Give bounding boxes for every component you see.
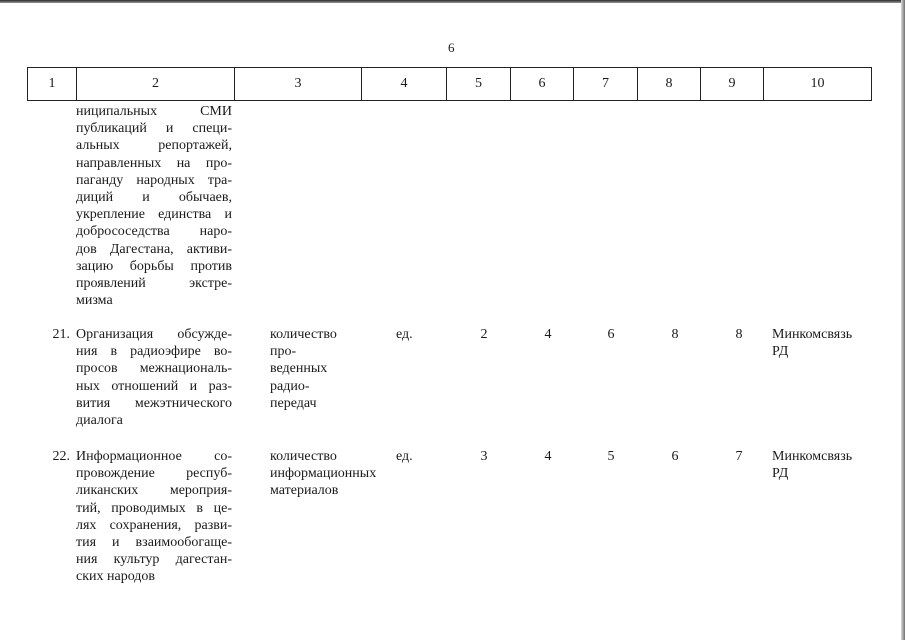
row-22-value-col6: 4 bbox=[544, 449, 552, 464]
indicator-line: информационных bbox=[270, 466, 377, 482]
measure-line: диалога bbox=[76, 413, 123, 429]
row-22-value-col5: 3 bbox=[480, 449, 488, 464]
measure-line: Организация обсужде- bbox=[76, 327, 232, 342]
header-col-6: 6 bbox=[510, 68, 573, 100]
measure-line: ния культур дагестан- bbox=[76, 552, 232, 568]
row-21-responsible bbox=[772, 326, 872, 360]
continuation-line: зацию борьбы против bbox=[76, 258, 232, 274]
continuation-line: укрепление единства и bbox=[76, 207, 232, 223]
row-21-number: 21. bbox=[52, 327, 70, 342]
responsible-line: Минкомсвязь bbox=[772, 327, 853, 342]
measure-line: ния в радиоэфире во- bbox=[76, 344, 232, 360]
scan-edge-top bbox=[0, 0, 905, 3]
measure-line: тий, проводимых в це- bbox=[76, 500, 232, 516]
row-21-value-col9: 8 bbox=[735, 327, 743, 342]
continuation-line: альных репортажей, bbox=[76, 138, 232, 154]
continuation-line: проявлений экстре- bbox=[76, 276, 232, 292]
indicator-line: передач bbox=[270, 395, 317, 411]
continuation-line: ниципальных СМИ bbox=[76, 104, 232, 119]
continuation-line: диций и обычаев, bbox=[76, 190, 232, 206]
continuation-measure-text bbox=[76, 103, 232, 309]
continuation-line: публикаций и специ- bbox=[76, 121, 232, 137]
page-number: 6 bbox=[448, 40, 455, 55]
table-header-row bbox=[27, 67, 872, 101]
header-col-8: 8 bbox=[637, 68, 700, 100]
measure-line: провождение респуб- bbox=[76, 466, 232, 482]
header-col-9: 9 bbox=[700, 68, 763, 100]
row-21-value-col7: 6 bbox=[607, 327, 615, 342]
row-22-value-col9: 7 bbox=[735, 449, 743, 464]
row-22-value-col7: 5 bbox=[607, 449, 615, 464]
measure-line: вития межэтнического bbox=[76, 395, 232, 411]
row-21-indicator bbox=[270, 326, 362, 412]
row-21-value-col8: 8 bbox=[671, 327, 679, 342]
row-22-unit: ед. bbox=[396, 449, 413, 464]
measure-line: тия и взаимообогаще- bbox=[76, 535, 232, 551]
indicator-line: количество про- bbox=[270, 327, 337, 360]
continuation-line: дов Дагестана, активи- bbox=[76, 241, 232, 257]
responsible-line: РД bbox=[772, 344, 789, 360]
row-21-measure bbox=[76, 326, 232, 429]
row-22-indicator bbox=[270, 448, 377, 500]
row-22-measure bbox=[76, 448, 232, 586]
header-col-2: 2 bbox=[76, 68, 234, 100]
indicator-line: веденных радио- bbox=[270, 361, 328, 394]
continuation-line: паганду народных тра- bbox=[76, 172, 232, 188]
indicator-line: количество bbox=[270, 449, 337, 464]
row-22-number: 22. bbox=[52, 449, 70, 464]
continuation-line: направленных на про- bbox=[76, 155, 232, 171]
continuation-line: добрососедства наро- bbox=[76, 224, 232, 240]
header-col-10: 10 bbox=[763, 68, 872, 100]
row-21-value-col5: 2 bbox=[480, 327, 488, 342]
row-22-value-col8: 6 bbox=[671, 449, 679, 464]
row-21-unit: ед. bbox=[396, 327, 413, 342]
continuation-line: мизма bbox=[76, 293, 113, 309]
header-col-3: 3 bbox=[234, 68, 361, 100]
header-col-4: 4 bbox=[361, 68, 446, 100]
measure-line: лях сохранения, разви- bbox=[76, 517, 232, 533]
header-col-5: 5 bbox=[446, 68, 510, 100]
indicator-line: материалов bbox=[270, 483, 339, 499]
measure-line: ных отношений и раз- bbox=[76, 378, 232, 394]
row-21-value-col6: 4 bbox=[544, 327, 552, 342]
measure-line: Информационное со- bbox=[76, 449, 232, 464]
measure-line: просов межнациональ- bbox=[76, 361, 232, 377]
header-col-7: 7 bbox=[573, 68, 637, 100]
responsible-line: Минкомсвязь bbox=[772, 449, 853, 464]
scan-edge-right bbox=[901, 0, 905, 640]
measure-line: ских народов bbox=[76, 569, 156, 585]
responsible-line: РД bbox=[772, 466, 789, 482]
measure-line: ликанских мероприя- bbox=[76, 483, 232, 499]
row-22-responsible bbox=[772, 448, 872, 482]
header-col-1: 1 bbox=[27, 68, 76, 100]
